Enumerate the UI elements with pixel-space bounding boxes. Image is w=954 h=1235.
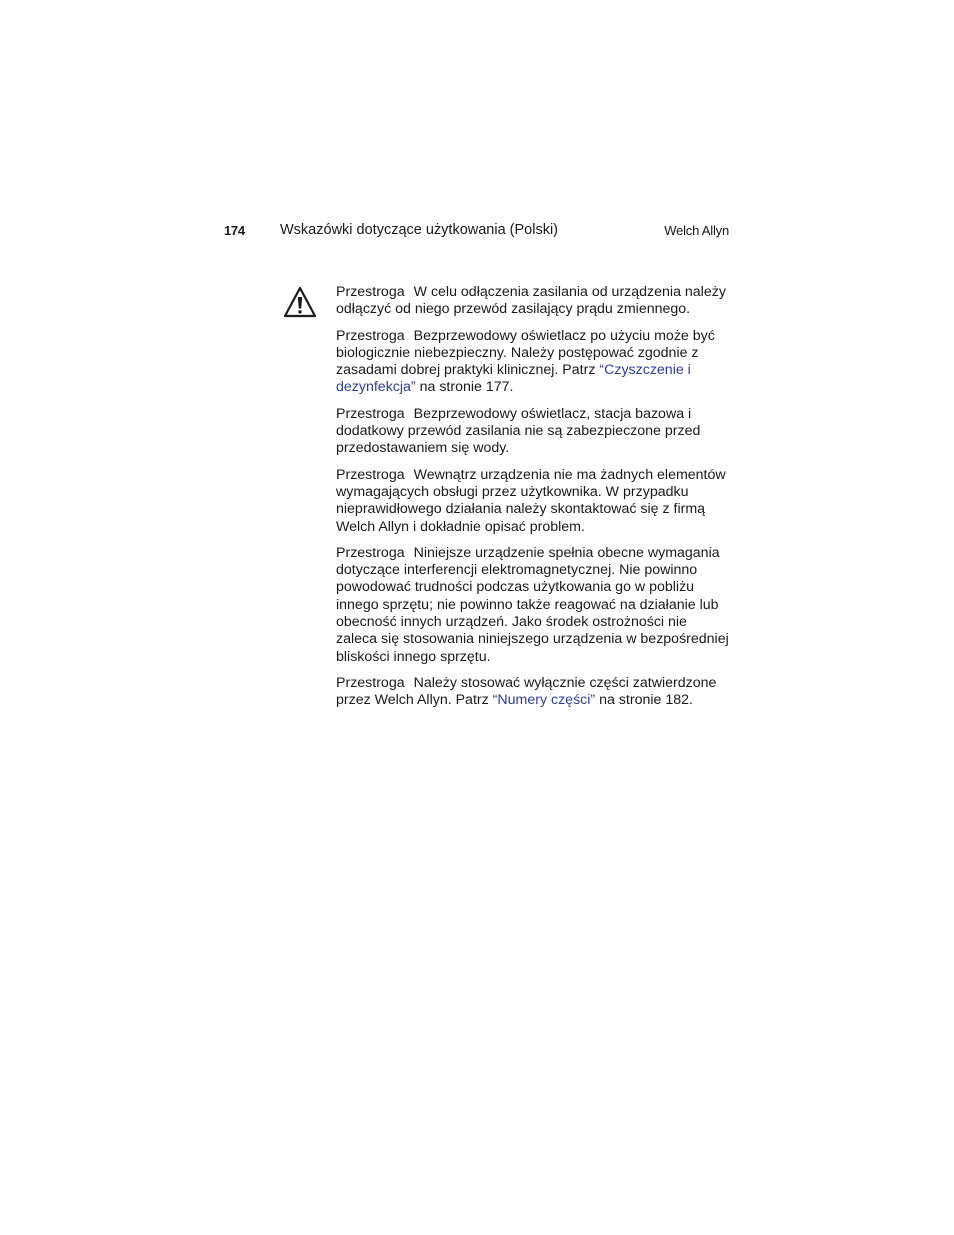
caution-text-after: na stronie 177. [415,379,514,396]
caution-label: Przestroga [336,405,405,422]
caution-text: Bezprzewodowy oświetlacz po użyciu może być biologicznie niebezpieczny. Należy postępować zgodnie z zasadami dobrej praktyki klinicznej. Patrz [336,327,715,379]
header-brand: Welch Allyn [664,223,729,238]
caution-item [336,545,731,666]
part-numbers-link[interactable]: “Numery części” [492,692,596,709]
caution-label: Przestroga [336,466,405,483]
caution-item [336,284,731,319]
caution-label: Przestroga [336,544,405,561]
caution-label: Przestroga [336,284,405,300]
cleaning-disinfection-link[interactable]: “Czyszczenie i dezynfekcja” [336,362,691,396]
caution-text: Należy stosować wyłącznie części zatwierdzone przez Welch Allyn. Patrz [336,674,717,709]
caution-text: Bezprzewodowy oświetlacz, stacja bazowa i dodatkowy przewód zasilania nie są zabezpieczone przed przedostawaniem się wody. [336,405,701,457]
cautions-list [336,284,731,719]
caution-item [336,467,731,536]
caution-text: Niniejsze urządzenie spełnia obecne wymagania dotyczące interferencji elektromagnetycznej. Nie powinno powodować trudności podczas użytkowania go w pobliżu innego sprzętu; nie powinno także reagować na działanie lub obecność innych urządzeń. Jako środek ostrożności nie zaleca się stosowania niniejszego urządzenia w bezpośredniej bliskości innego sprzętu. [336,544,729,665]
header-title: Wskazówki dotyczące użytkowania (Polski) [280,222,559,238]
caution-text: Wewnątrz urządzenia nie ma żadnych elementów wymagających obsługi przez użytkownika. W przypadku nieprawidłowego działania należy skontaktować się z firmą Welch Allyn i dokładnie opisać problem. [336,466,726,535]
caution-text-after: na stronie 182. [595,692,693,709]
caution-item [336,406,731,458]
caution-label: Przestroga [336,327,405,344]
caution-label: Przestroga [336,674,405,691]
caution-text: W celu odłączenia zasilania od urządzenia należy odłączyć od niego przewód zasilający prądu zmiennego. [336,284,726,318]
page-number: 174 [224,223,245,238]
warning-triangle-icon [283,286,317,318]
caution-item [336,328,731,397]
caution-item [336,675,731,710]
